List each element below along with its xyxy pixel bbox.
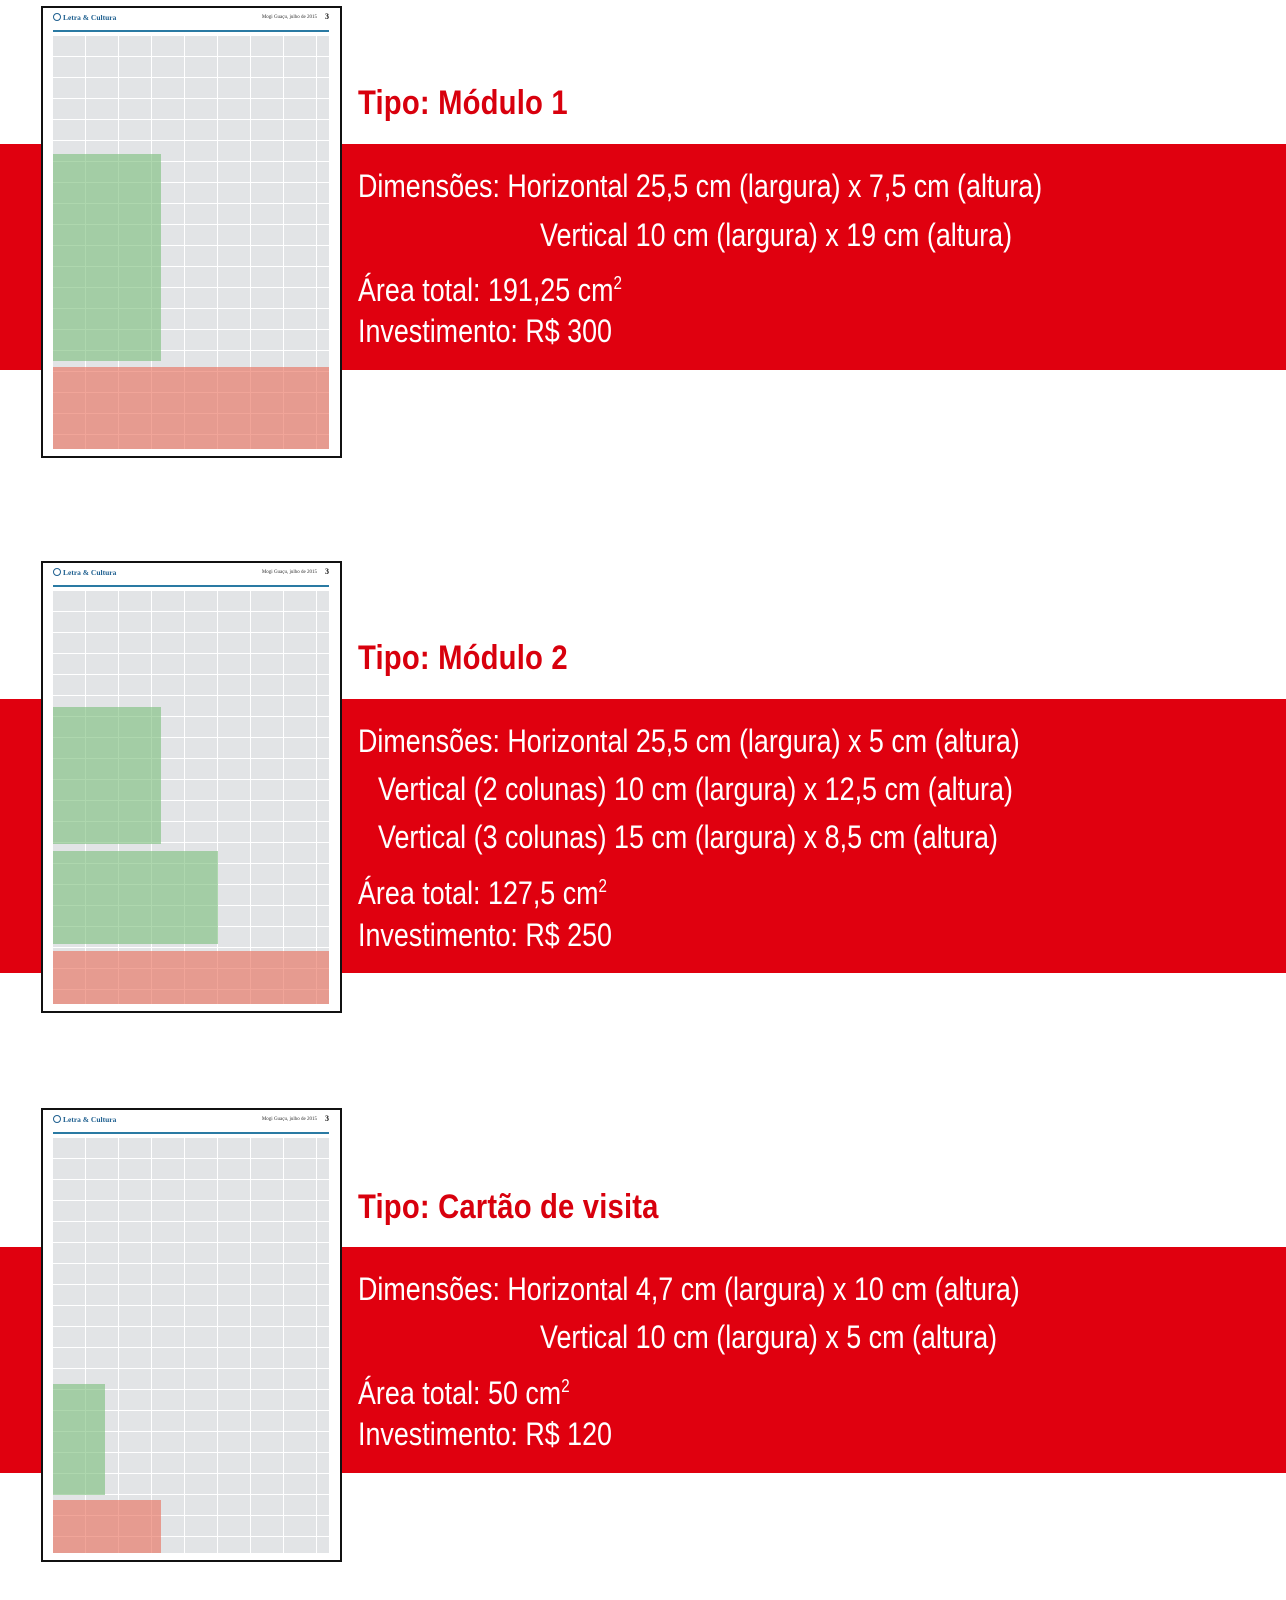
thumbnail-header	[53, 567, 329, 587]
page-thumbnail-modulo-2	[41, 561, 342, 1013]
type-title-modulo-1: Tipo: Módulo 1	[358, 84, 568, 122]
investment-line: Investimento: R$ 300	[358, 313, 613, 349]
thumbnail-page-number: 3	[325, 567, 329, 576]
thumbnail-page-number: 3	[325, 1114, 329, 1123]
type-title-modulo-2: Tipo: Módulo 2	[358, 639, 568, 677]
brand-logo-icon	[53, 13, 61, 21]
type-title-cartao-de-visita: Tipo: Cartão de visita	[358, 1188, 659, 1226]
area-total-label: Área total: 191,25 cm	[358, 272, 614, 308]
thumbnail-date: Mogi Guaçu, julho de 2015	[261, 1117, 317, 1122]
area-unit-superscript: 2	[598, 876, 607, 896]
ad-area-horizontal	[53, 367, 329, 449]
area-total-label: Área total: 50 cm	[358, 1375, 562, 1411]
thumbnail-page-grid	[53, 1138, 329, 1553]
ad-area-vertical-2-columns	[53, 707, 161, 844]
thumbnail-page-number: 3	[325, 12, 329, 21]
thumbnail-page-grid	[53, 36, 329, 449]
thumbnail-date: Mogi Guaçu, julho de 2015	[261, 570, 317, 575]
thumbnail-brand	[53, 1115, 116, 1124]
brand-logo-icon	[53, 568, 61, 576]
brand-logo-icon	[53, 1115, 61, 1123]
dimensions-line: Dimensões: Horizontal 25,5 cm (largura) x 5 cm (altura)	[358, 723, 1020, 759]
area-total-line	[358, 867, 607, 912]
ad-area-horizontal	[53, 951, 329, 1004]
area-total-label: Área total: 127,5 cm	[358, 875, 599, 911]
thumbnail-brand-label: Letra & Cultura	[63, 1115, 117, 1124]
vertical-dimensions-line: Vertical 10 cm (largura) x 19 cm (altura)	[540, 217, 1013, 253]
dimensions-line: Dimensões: Horizontal 25,5 cm (largura) x 7,5 cm (altura)	[358, 168, 1043, 204]
area-total-line	[358, 264, 622, 309]
thumbnail-brand	[53, 568, 116, 577]
thumbnail-brand-label: Letra & Cultura	[63, 13, 117, 22]
page-thumbnail-cartao-de-visita	[41, 1108, 342, 1562]
dimensions-line: Dimensões: Horizontal 4,7 cm (largura) x 10 cm (altura)	[358, 1271, 1020, 1307]
thumbnail-header	[53, 12, 329, 32]
page-thumbnail-modulo-1	[41, 6, 342, 458]
thumbnail-header	[53, 1114, 329, 1134]
investment-line: Investimento: R$ 250	[358, 917, 613, 953]
thumbnail-date: Mogi Guaçu, julho de 2015	[261, 15, 317, 20]
vertical-dimensions-line: Vertical 10 cm (largura) x 5 cm (altura)	[540, 1319, 998, 1355]
ad-area-vertical-3-columns	[53, 851, 218, 944]
vertical-2-columns-line: Vertical (2 colunas) 10 cm (largura) x 12,5 cm (altura)	[378, 771, 1013, 807]
investment-line: Investimento: R$ 120	[358, 1416, 613, 1452]
thumbnail-brand	[53, 13, 116, 22]
ad-area-vertical	[53, 154, 161, 361]
area-unit-superscript: 2	[561, 1376, 570, 1396]
thumbnail-brand-label: Letra & Cultura	[63, 568, 117, 577]
area-total-line	[358, 1367, 570, 1412]
vertical-3-columns-line: Vertical (3 colunas) 15 cm (largura) x 8,5 cm (altura)	[378, 819, 998, 855]
ad-area-vertical	[53, 1384, 105, 1495]
thumbnail-page-grid	[53, 591, 329, 1004]
area-unit-superscript: 2	[613, 273, 622, 293]
ad-area-horizontal	[53, 1500, 161, 1553]
